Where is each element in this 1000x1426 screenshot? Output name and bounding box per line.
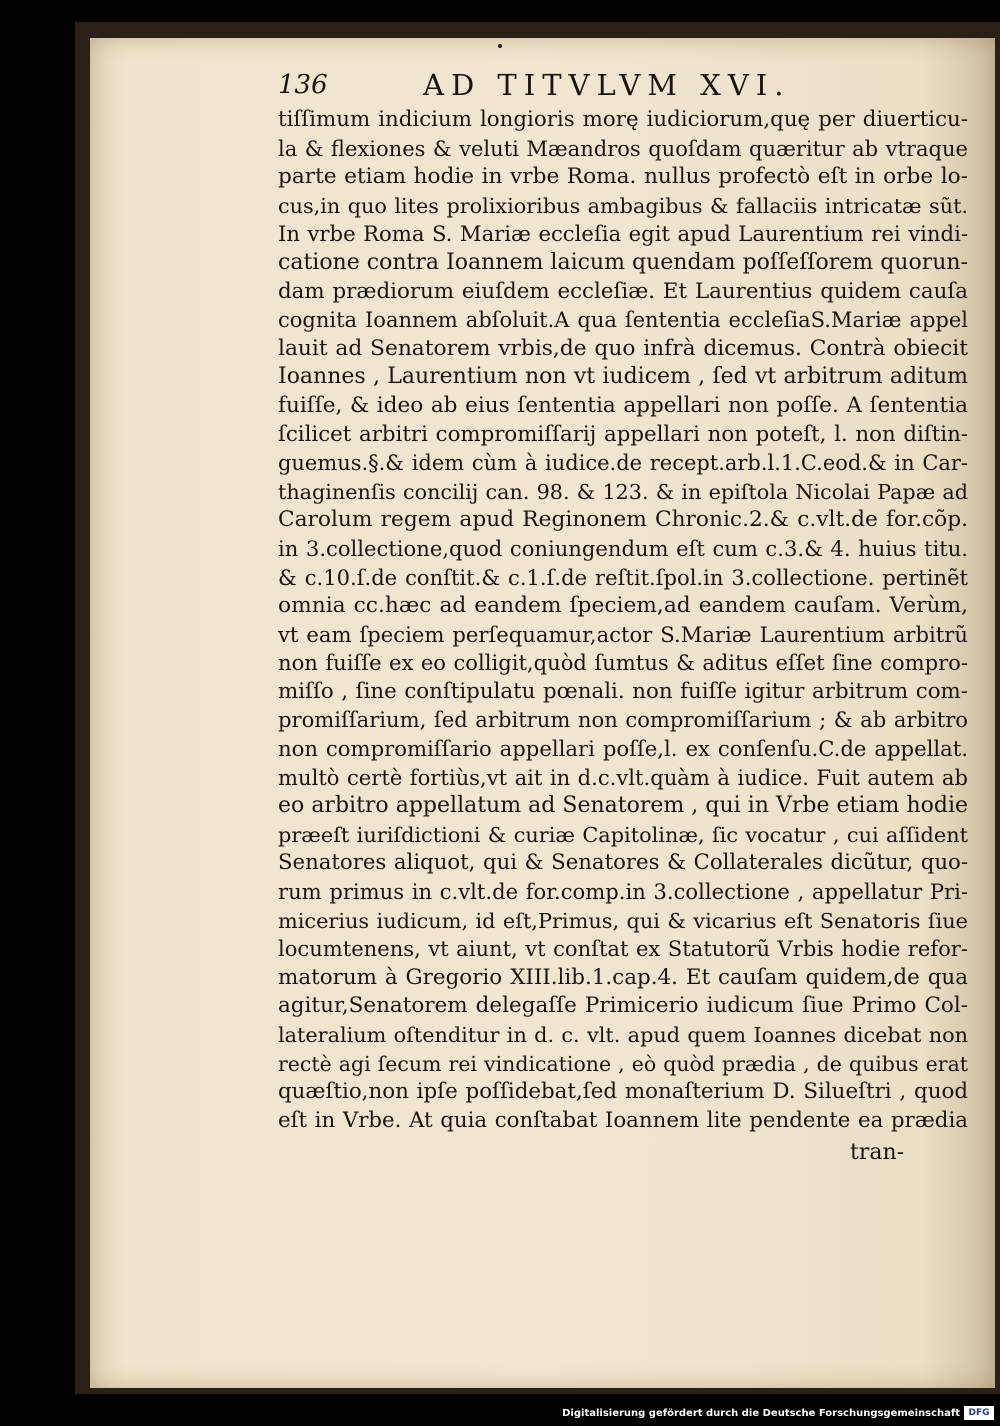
text-line: miſſo , ſine conſtipulatu pœnali. non fuiſſe igitur arbitrum com- (278, 678, 968, 704)
text-line: fuiſſe, & ideo ab eius ſententia appellari non poſſe. A ſententia (278, 392, 968, 418)
text-line: Ioannes , Laurentium non vt iudicem , ſed vt arbitrum aditum (278, 364, 968, 390)
text-line: eſt in Vrbe. At quia conſtabat Ioannem lite pendente ea prædia (278, 1107, 968, 1133)
text-line: cus,in quo lites prolixioribus ambagibus & fallaciis intricatæ sũt. (278, 193, 968, 218)
text-line: promiſſarium, ſed arbitrum non compromiſſarium ; & ab arbitro (278, 707, 968, 733)
text-line: In vrbe Roma S. Mariæ eccleſia egit apud Laurentium rei vindi- (278, 221, 968, 247)
text-line: Carolum regem apud Reginonem Chronic.2.& c.vlt.de for.cõp. (278, 507, 968, 533)
page-header (278, 62, 968, 102)
text-line: in 3.collectione,quod coniungendum eſt cum c.3.& 4. huius titu. (278, 535, 968, 561)
digitization-credit: Digitalisierung gefördert durch die Deutsche Forschungsgemeinschaft (562, 1408, 960, 1419)
text-line: eo arbitro appellatum ad Senatorem , qui in Vrbe etiam hodie (278, 793, 968, 819)
text-line: agitur,Senatorem delegaſſe Primicerio iudicum ſiue Primo Col- (278, 993, 968, 1019)
catchword: tran- (850, 1140, 905, 1165)
text-line: Senatores aliquot, qui & Senatores & Collaterales dicũtur, quo- (278, 850, 968, 876)
text-line: & c.10.ſ.de conſtit.& c.1.ſ.de reſtit.ſpol.in 3.collectione. pertinẽt (278, 564, 968, 590)
text-line: præeſt iuriſdictioni & curiæ Capitolinæ, ſic vocatur , cui aſſident (278, 822, 968, 847)
running-title: AD TITVLVM XVI. (423, 68, 791, 102)
text-line: rum primus in c.vlt.de for.comp.in 3.collectione , appellatur Pri- (278, 879, 968, 905)
text-line: non fuiſſe ex eo colligit,quòd ſumtus & aditus eſſet ſine compro- (278, 650, 968, 676)
text-line: lateralium oſtenditur in d. c. vlt. apud quem Ioannes dicebat non (278, 1023, 968, 1047)
text-line: matorum à Gregorio XIII.lib.1.cap.4. Et cauſam quidem,de qua (278, 964, 968, 990)
body-text (278, 106, 968, 1135)
ink-dot (498, 44, 502, 48)
page-number: 136 (278, 70, 328, 100)
text-line: dam prædiorum eiuſdem eccleſiæ. Et Laurentius quidem cauſa (278, 278, 968, 304)
text-line: tiſſimum indicium longioris morę iudiciorum,quę per diuerticu- (278, 107, 968, 132)
text-line: micerius iudicum, id eſt,Primus, qui & vicarius eſt Senatoris ſiue (278, 908, 968, 933)
text-line: locumtenens, vt aiunt, vt conſtat ex Statutorũ Vrbis hodie refor- (278, 936, 968, 962)
text-line: thaginenſis concilij can. 98. & 123. & in epiſtola Nicolai Papæ ad (278, 479, 968, 504)
text-line: vt eam ſpeciem perſequamur,actor S.Mariæ Laurentium arbitrũ (278, 621, 968, 647)
text-line: catione contra Ioannem laicum quendam poſſeſſorem quorun- (278, 249, 968, 275)
text-line: cognita Ioannem abſoluit.A qua ſententia eccleſiaS.Mariæ appel (278, 307, 968, 333)
text-line: rectè agi ſecum rei vindicatione , eò quòd prædia , de quibus erat (278, 1051, 968, 1076)
text-line: ſcilicet arbitri compromiſſarij appellari non poteſt, l. non diſtin- (278, 421, 968, 447)
dfg-logo: DFG (964, 1406, 994, 1420)
text-line: guemus.§.& idem cùm à iudice.de recept.arb.l.1.C.eod.& in Car- (278, 451, 968, 476)
text-line: multò certè fortiùs,vt ait in d.c.vlt.quàm à iudice. Fuit autem ab (278, 764, 968, 790)
text-line: parte etiam hodie in vrbe Roma. nullus profectò eſt in orbe lo- (278, 164, 968, 190)
text-line: lauit ad Senatorem vrbis,de quo infrà dicemus. Contrà obiecit (278, 335, 968, 361)
text-line: quæſtio,non ipſe poſſidebat,ſed monaſterium D. Silueſtri , quod (278, 1079, 968, 1105)
text-line: non compromiſſario appellari poſſe,l. ex conſenſu.C.de appellat. (278, 736, 968, 762)
text-line: omnia cc.hæc ad eandem ſpeciem,ad eandem cauſam. Verùm, (278, 593, 968, 619)
text-line: la & flexiones & veluti Mæandros quoſdam quæritur ab vtraque (278, 135, 968, 161)
